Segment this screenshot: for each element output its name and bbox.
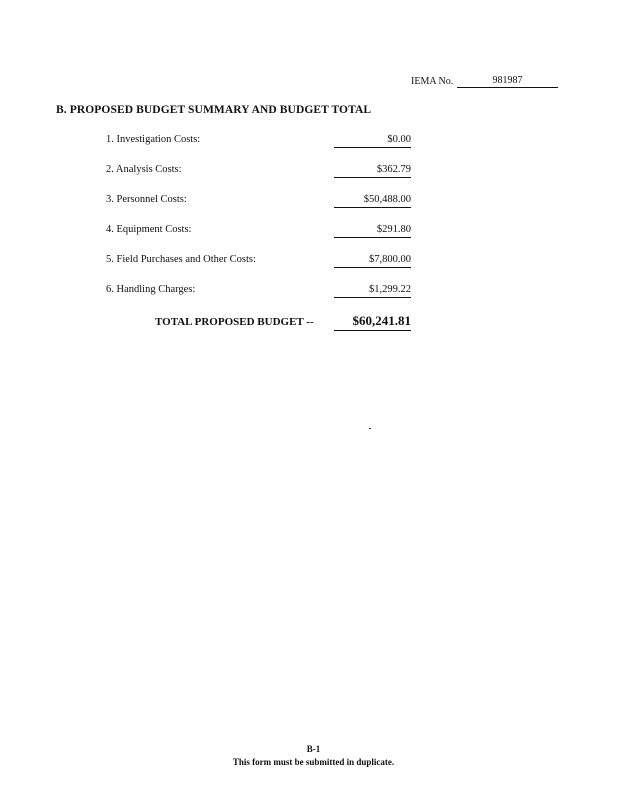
scan-speck bbox=[369, 428, 371, 429]
budget-row-label: 3. Personnel Costs: bbox=[106, 194, 187, 205]
budget-row-label: 6. Handling Charges: bbox=[106, 284, 196, 295]
budget-row-handling bbox=[106, 284, 411, 298]
budget-row-label: 5. Field Purchases and Other Costs: bbox=[106, 254, 256, 265]
section-title: B. PROPOSED BUDGET SUMMARY AND BUDGET TOTAL bbox=[56, 104, 372, 116]
budget-row-amount: $291.80 bbox=[334, 224, 411, 238]
iema-value: 981987 bbox=[457, 76, 558, 88]
budget-row-amount: $0.00 bbox=[334, 134, 411, 148]
budget-row-label: 4. Equipment Costs: bbox=[106, 224, 192, 235]
budget-row-field-purchases bbox=[106, 254, 411, 268]
budget-row-investigation bbox=[106, 134, 411, 148]
page-number: B-1 bbox=[306, 744, 321, 754]
budget-row-amount: $362.79 bbox=[334, 164, 411, 178]
submission-note: This form must be submitted in duplicate. bbox=[232, 757, 395, 767]
budget-row-label: 2. Analysis Costs: bbox=[106, 164, 182, 175]
budget-row-analysis bbox=[106, 164, 411, 178]
total-budget-row bbox=[155, 313, 411, 331]
budget-row-equipment bbox=[106, 224, 411, 238]
budget-row-amount: $1,299.22 bbox=[334, 284, 411, 298]
total-budget-amount: $60,241.81 bbox=[334, 313, 411, 331]
total-budget-label: TOTAL PROPOSED BUDGET -- bbox=[155, 316, 314, 328]
budget-row-amount: $7,800.00 bbox=[334, 254, 411, 268]
iema-label: IEMA No. bbox=[411, 76, 454, 87]
iema-number-field bbox=[411, 75, 523, 87]
budget-row-amount: $50,488.00 bbox=[334, 194, 411, 208]
budget-row-personnel bbox=[106, 194, 411, 208]
budget-row-label: 1. Investigation Costs: bbox=[106, 134, 201, 145]
